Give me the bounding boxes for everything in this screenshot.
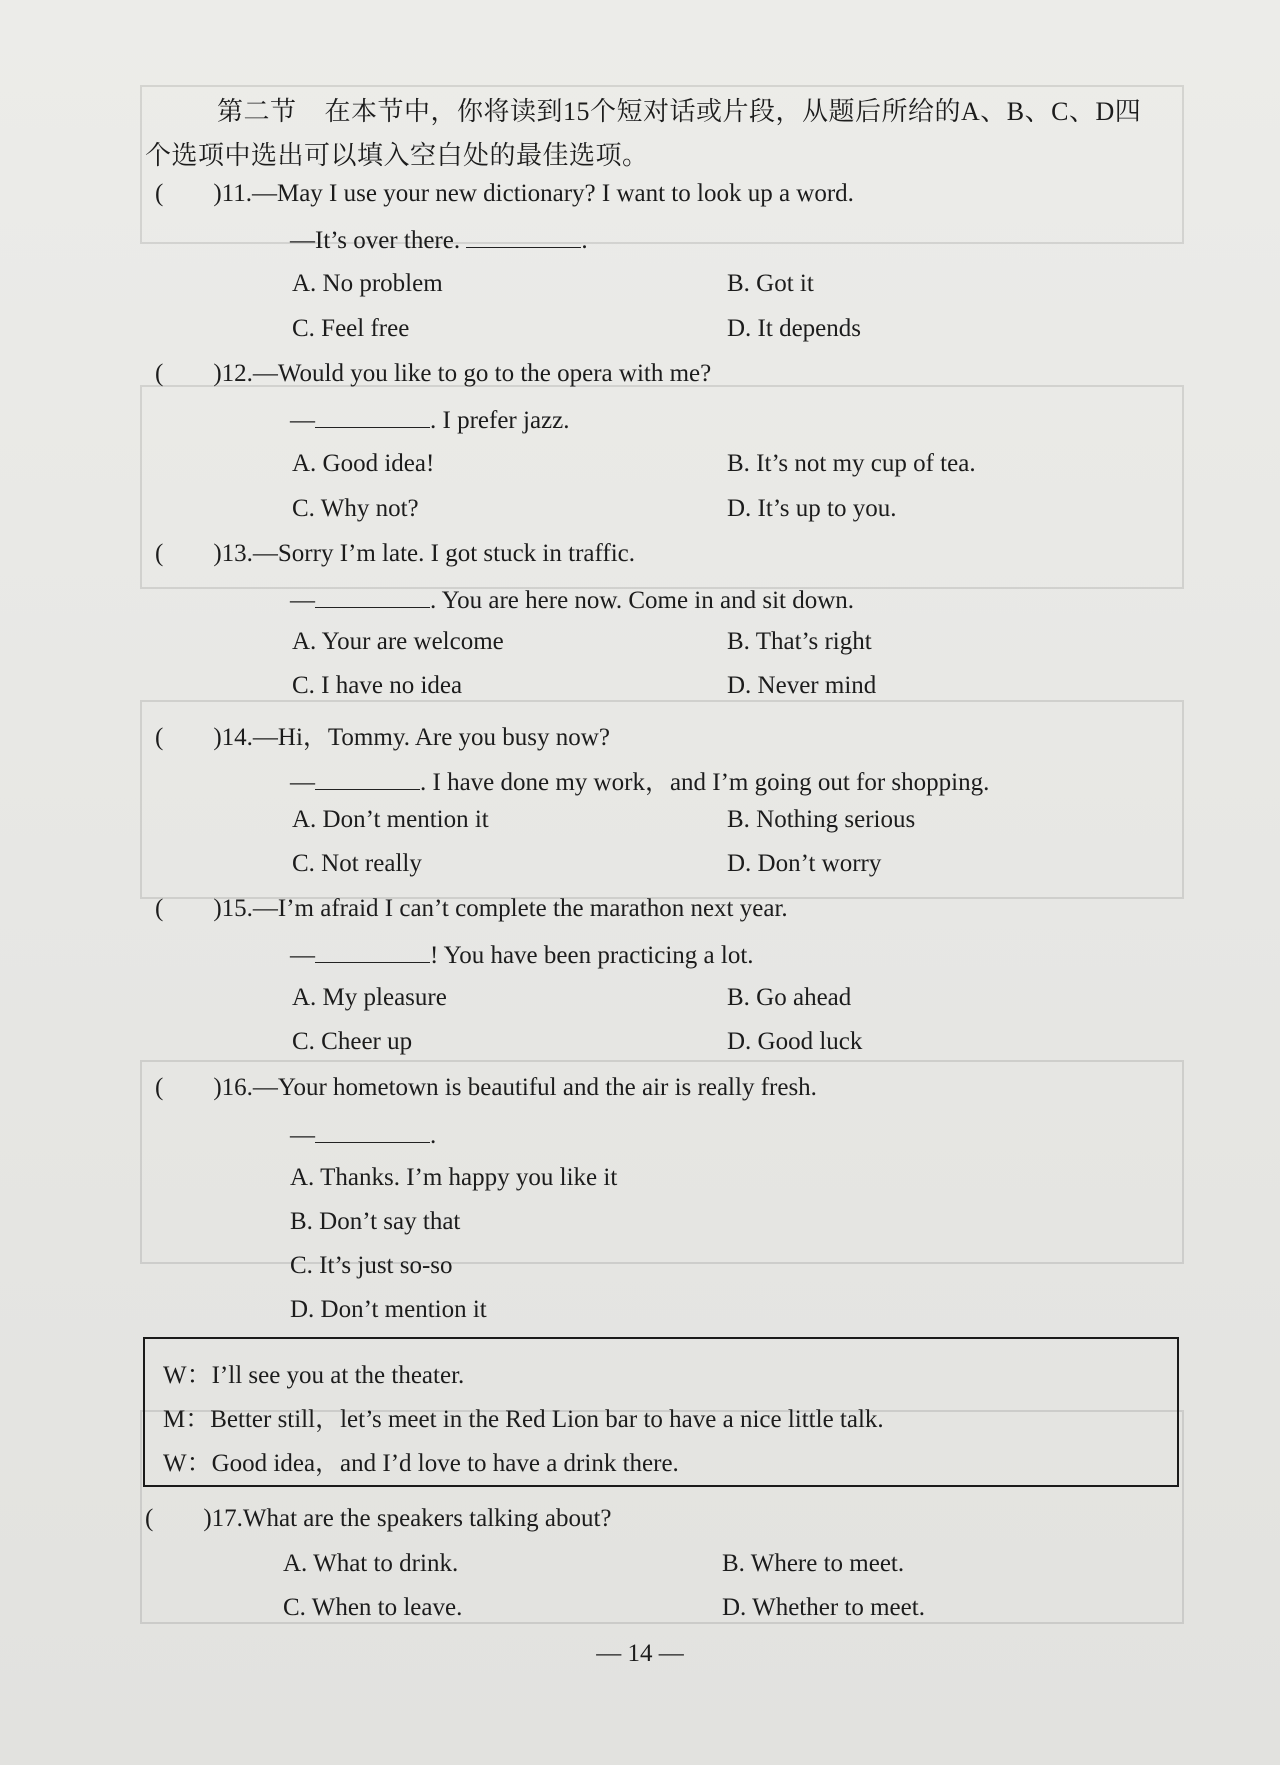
answer-paren: ( xyxy=(145,1505,154,1532)
page-number: — 14 — xyxy=(596,1640,684,1667)
question-number: )17. xyxy=(203,1505,243,1532)
option-a: A. Good idea! xyxy=(292,450,435,477)
answer-paren: ( xyxy=(155,540,164,567)
reply-text-end: . I have done my work，and I’m going out for shopping. xyxy=(420,769,990,796)
reply-text: —It’s over there. xyxy=(290,227,461,254)
section-title: 第二节 xyxy=(217,97,297,126)
option-a: A. No problem xyxy=(292,270,443,297)
option-b: B. Where to meet. xyxy=(722,1550,905,1577)
question-prompt-line xyxy=(155,895,788,923)
option-b: B. It’s not my cup of tea. xyxy=(727,450,976,477)
option-d: D. Good luck xyxy=(727,1028,863,1055)
option-c: C. It’s just so-so xyxy=(290,1252,453,1279)
instruction-text: 在本节中，你将读到15个短对话或片段，从题后所给的A、B、C、D四 xyxy=(324,97,1142,126)
option-b: B. Go ahead xyxy=(727,984,852,1011)
answer-blank xyxy=(315,585,430,608)
question-prompt: —Your hometown is beautiful and the air is really fresh. xyxy=(252,1074,817,1101)
reply-text: — xyxy=(290,587,315,614)
option-b: B. Don’t say that xyxy=(290,1208,461,1235)
reply-line xyxy=(290,762,989,798)
reply-text-end: . You are here now. Come in and sit down. xyxy=(430,587,855,614)
answer-paren: ( xyxy=(155,724,164,751)
reply-text: — xyxy=(290,407,315,434)
option-d: D. Never mind xyxy=(727,672,877,699)
question-number: )12. xyxy=(213,360,253,387)
question-number: )13. xyxy=(213,540,253,567)
option-b: B. That’s right xyxy=(727,628,872,655)
answer-paren: ( xyxy=(155,180,164,207)
dialog-line: W：I’ll see you at the theater. xyxy=(163,1362,465,1389)
question-prompt: —Sorry I’m late. I got stuck in traffic. xyxy=(252,540,635,567)
reply-line xyxy=(290,585,854,615)
question-prompt: —I’m afraid I can’t complete the marathon next year. xyxy=(252,895,788,922)
question-prompt: —May I use your new dictionary? I want to look up a word. xyxy=(251,180,854,207)
question-prompt-line xyxy=(145,1505,612,1533)
reply-text-end: ! You have been practicing a lot. xyxy=(430,942,754,969)
question-prompt: What are the speakers talking about? xyxy=(242,1505,612,1532)
question-number: )11. xyxy=(213,180,252,207)
option-d: D. Don’t worry xyxy=(727,850,882,877)
answer-blank xyxy=(315,767,420,790)
dialog-line: W：Good idea，and I’d love to have a drink there. xyxy=(163,1450,679,1477)
reply-text: — xyxy=(290,1122,315,1149)
option-d: D. It’s up to you. xyxy=(727,495,897,522)
answer-blank xyxy=(315,405,430,428)
reply-text: — xyxy=(290,769,315,796)
option-d: D. Whether to meet. xyxy=(722,1594,925,1621)
option-a: A. My pleasure xyxy=(292,984,447,1011)
question-number: )15. xyxy=(213,895,253,922)
question-number: )16. xyxy=(213,1074,253,1101)
reply-text-end: . xyxy=(430,1122,437,1149)
option-b: B. Nothing serious xyxy=(727,806,916,833)
option-c: C. Feel free xyxy=(292,315,410,342)
reply-text-end: . I prefer jazz. xyxy=(430,407,570,434)
reply-line xyxy=(290,940,754,970)
section-instructions xyxy=(145,90,1185,178)
question-prompt: —Hi，Tommy. Are you busy now? xyxy=(252,724,610,751)
reply-text: — xyxy=(290,942,315,969)
option-c: C. Cheer up xyxy=(292,1028,413,1055)
reply-line xyxy=(290,225,588,255)
question-prompt: —Would you like to go to the opera with me? xyxy=(252,360,712,387)
option-d: D. Don’t mention it xyxy=(290,1296,487,1323)
reply-line xyxy=(290,1120,436,1150)
option-d: D. It depends xyxy=(727,315,861,342)
reply-line xyxy=(290,405,569,435)
option-c: C. Why not? xyxy=(292,495,419,522)
dialog-line: M：Better still，let’s meet in the Red Lion bar to have a nice little talk. xyxy=(163,1406,884,1433)
option-c: C. I have no idea xyxy=(292,672,463,699)
answer-blank xyxy=(466,225,581,248)
option-c: C. Not really xyxy=(292,850,422,877)
question-prompt-line xyxy=(155,180,854,208)
answer-paren: ( xyxy=(155,895,164,922)
answer-paren: ( xyxy=(155,360,164,387)
option-a: A. Your are welcome xyxy=(292,628,504,655)
reply-text-end: . xyxy=(581,227,588,254)
option-a: A. Thanks. I’m happy you like it xyxy=(290,1164,618,1191)
option-a: A. What to drink. xyxy=(283,1550,459,1577)
answer-blank xyxy=(315,940,430,963)
question-prompt-line xyxy=(155,360,711,388)
answer-paren: ( xyxy=(155,1074,164,1101)
question-number: )14. xyxy=(213,724,253,751)
option-c: C. When to leave. xyxy=(283,1594,463,1621)
dialog-box xyxy=(143,1337,1179,1487)
answer-blank xyxy=(315,1120,430,1143)
question-prompt-line xyxy=(155,1074,817,1102)
question-prompt-line xyxy=(155,540,635,568)
instruction-text-continued: 个选项中选出可以填入空白处的最佳选项。 xyxy=(145,141,649,170)
option-a: A. Don’t mention it xyxy=(292,806,489,833)
question-prompt-line xyxy=(155,717,610,753)
option-b: B. Got it xyxy=(727,270,814,297)
